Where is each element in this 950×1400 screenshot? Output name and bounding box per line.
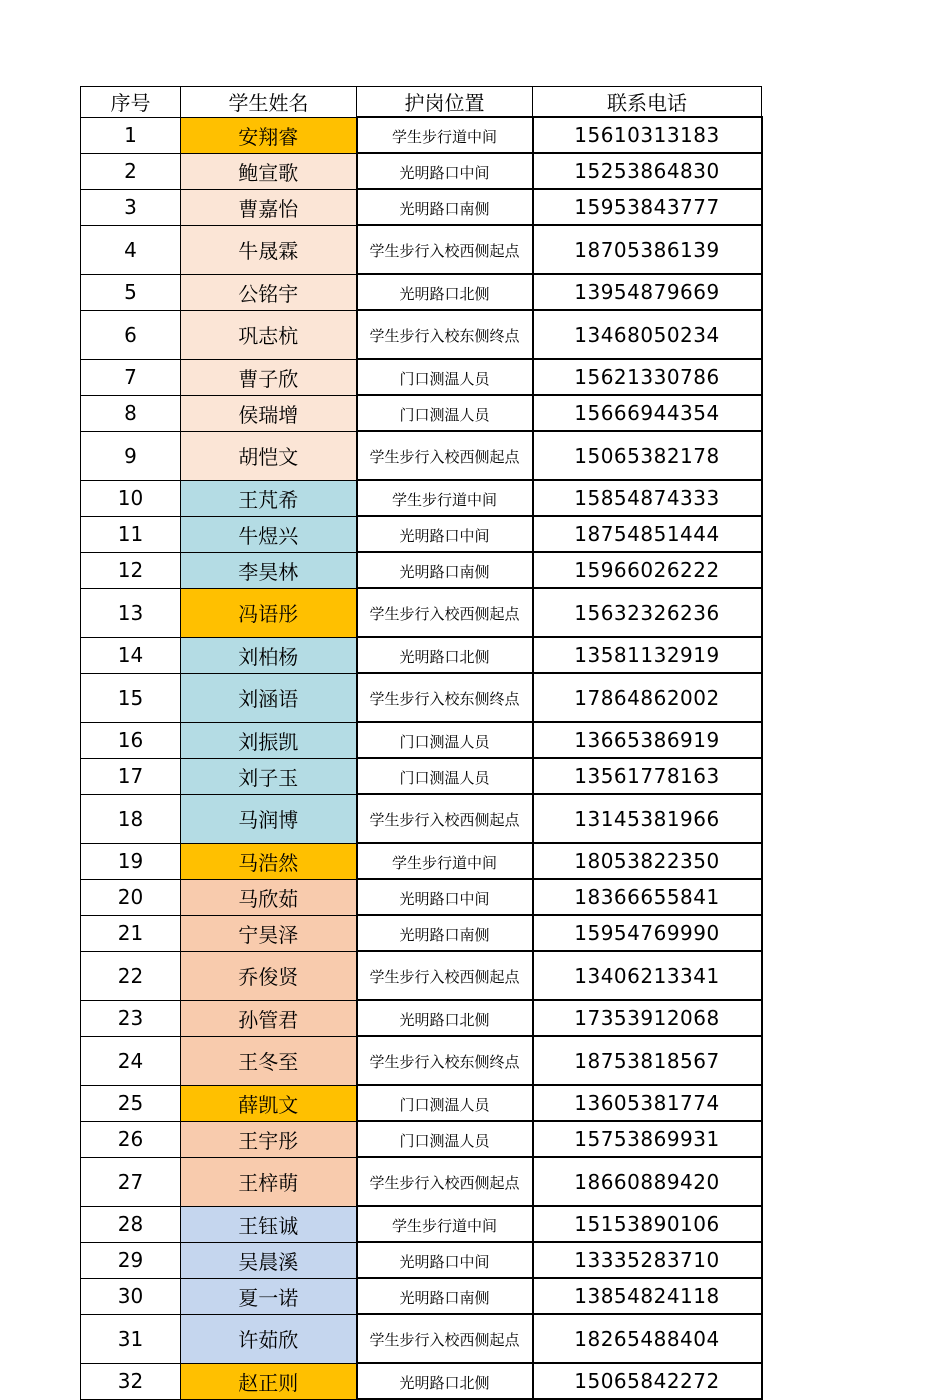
table-row	[81, 310, 762, 359]
phone-number: 18265488404	[533, 1314, 762, 1363]
guard-position	[357, 310, 533, 359]
table-row	[81, 395, 762, 431]
phone-number: 18660889420	[533, 1157, 762, 1206]
guard-position	[357, 915, 533, 951]
row-index: 28	[81, 1206, 181, 1242]
row-index: 19	[81, 843, 181, 879]
phone-number: 13581132919	[533, 637, 762, 673]
guard-position-text: 光明路口南侧	[399, 1288, 490, 1307]
row-index: 21	[81, 915, 181, 951]
row-index: 7	[81, 359, 181, 395]
table-body	[81, 117, 762, 1399]
guard-position	[357, 1278, 533, 1314]
table-row	[81, 1206, 762, 1242]
header-name: 学生姓名	[181, 87, 357, 118]
phone-number: 15753869931	[533, 1121, 762, 1157]
phone-number: 18053822350	[533, 843, 762, 879]
guard-position	[357, 843, 533, 879]
table-row	[81, 1157, 762, 1206]
guard-position	[357, 722, 533, 758]
row-index: 22	[81, 951, 181, 1000]
row-index: 25	[81, 1085, 181, 1121]
guard-position-text: 学生步行入校西侧起点	[369, 1174, 520, 1192]
row-index: 5	[81, 274, 181, 310]
phone-number: 15153890106	[533, 1206, 762, 1242]
guard-position-text: 门口测温人员	[399, 405, 490, 424]
table-row	[81, 225, 762, 274]
guard-position-text: 门口测温人员	[399, 1131, 490, 1150]
guard-position-text: 门口测温人员	[399, 369, 490, 388]
phone-number: 15065842272	[533, 1363, 762, 1399]
guard-position	[357, 1000, 533, 1036]
guard-position-text: 学生步行入校西侧起点	[369, 242, 520, 260]
guard-position-text: 光明路口北侧	[399, 284, 490, 303]
phone-number: 18753818567	[533, 1036, 762, 1085]
guard-position-text: 门口测温人员	[399, 732, 490, 751]
table-row	[81, 1036, 762, 1085]
guard-position-text: 学生步行道中间	[391, 127, 497, 146]
guard-duty-table	[80, 86, 763, 1400]
table-row	[81, 274, 762, 310]
phone-number: 15610313183	[533, 117, 762, 153]
row-index: 30	[81, 1278, 181, 1314]
row-index: 31	[81, 1314, 181, 1363]
guard-position	[357, 395, 533, 431]
guard-position-text: 光明路口南侧	[399, 199, 490, 218]
guard-position	[357, 516, 533, 552]
guard-position	[357, 480, 533, 516]
guard-position	[357, 1206, 533, 1242]
guard-position	[357, 951, 533, 1000]
guard-position	[357, 637, 533, 673]
table-row	[81, 758, 762, 794]
guard-position-text: 学生步行道中间	[391, 853, 497, 872]
guard-position-text: 光明路口中间	[399, 889, 490, 908]
row-index: 17	[81, 758, 181, 794]
student-name: 王钰诚	[181, 1206, 357, 1242]
row-index: 12	[81, 552, 181, 588]
guard-position-text: 光明路口中间	[399, 1252, 490, 1271]
phone-number: 13406213341	[533, 951, 762, 1000]
table-row	[81, 915, 762, 951]
table-row	[81, 673, 762, 722]
guard-position	[357, 274, 533, 310]
guard-position	[357, 1085, 533, 1121]
guard-position	[357, 588, 533, 637]
guard-position-text: 学生步行入校西侧起点	[369, 811, 520, 829]
table-row	[81, 516, 762, 552]
guard-position	[357, 153, 533, 189]
guard-position	[357, 359, 533, 395]
row-index: 29	[81, 1242, 181, 1278]
guard-position	[357, 1157, 533, 1206]
student-name: 王芃希	[181, 480, 357, 516]
guard-position	[357, 1363, 533, 1399]
student-name: 曹子欣	[181, 359, 357, 395]
guard-position	[357, 1121, 533, 1157]
guard-position-text: 学生步行入校东侧终点	[369, 690, 520, 708]
guard-position-text: 光明路口中间	[399, 526, 490, 545]
phone-number: 18705386139	[533, 225, 762, 274]
table-row	[81, 637, 762, 673]
table-row	[81, 1242, 762, 1278]
row-index: 8	[81, 395, 181, 431]
phone-number: 17353912068	[533, 1000, 762, 1036]
guard-position	[357, 1314, 533, 1363]
student-name: 马润博	[181, 794, 357, 843]
phone-number: 15666944354	[533, 395, 762, 431]
guard-position	[357, 758, 533, 794]
row-index: 9	[81, 431, 181, 480]
student-name: 牛晟霖	[181, 225, 357, 274]
student-name: 王梓萌	[181, 1157, 357, 1206]
guard-position-text: 光明路口南侧	[399, 925, 490, 944]
row-index: 3	[81, 189, 181, 225]
row-index: 4	[81, 225, 181, 274]
student-name: 许茹欣	[181, 1314, 357, 1363]
phone-number: 13665386919	[533, 722, 762, 758]
student-name: 乔俊贤	[181, 951, 357, 1000]
guard-position-text: 光明路口北侧	[399, 1010, 490, 1029]
student-name: 孙管君	[181, 1000, 357, 1036]
student-name: 马欣茹	[181, 879, 357, 915]
row-index: 14	[81, 637, 181, 673]
table-row	[81, 1085, 762, 1121]
row-index: 2	[81, 153, 181, 189]
row-index: 10	[81, 480, 181, 516]
table-row	[81, 552, 762, 588]
student-name: 马浩然	[181, 843, 357, 879]
student-name: 安翔睿	[181, 117, 357, 153]
guard-position	[357, 879, 533, 915]
guard-position	[357, 552, 533, 588]
guard-position-text: 光明路口北侧	[399, 647, 490, 666]
guard-position-text: 学生步行道中间	[391, 490, 497, 509]
student-name: 刘柏杨	[181, 637, 357, 673]
header-row	[81, 87, 762, 118]
student-name: 李昊林	[181, 552, 357, 588]
header-position: 护岗位置	[357, 87, 533, 118]
table-row	[81, 722, 762, 758]
phone-number: 15954769990	[533, 915, 762, 951]
phone-number: 15953843777	[533, 189, 762, 225]
phone-number: 13335283710	[533, 1242, 762, 1278]
phone-number: 13605381774	[533, 1085, 762, 1121]
phone-number: 15854874333	[533, 480, 762, 516]
table-row	[81, 879, 762, 915]
phone-number: 18754851444	[533, 516, 762, 552]
table-row	[81, 117, 762, 153]
row-index: 26	[81, 1121, 181, 1157]
row-index: 13	[81, 588, 181, 637]
phone-number: 15065382178	[533, 431, 762, 480]
phone-number: 15632326236	[533, 588, 762, 637]
row-index: 15	[81, 673, 181, 722]
student-name: 鲍宣歌	[181, 153, 357, 189]
student-name: 侯瑞增	[181, 395, 357, 431]
row-index: 32	[81, 1363, 181, 1399]
table-row	[81, 1363, 762, 1399]
row-index: 11	[81, 516, 181, 552]
guard-position	[357, 1036, 533, 1085]
table-row	[81, 843, 762, 879]
phone-number: 13854824118	[533, 1278, 762, 1314]
student-name: 薛凯文	[181, 1085, 357, 1121]
student-name: 曹嘉怡	[181, 189, 357, 225]
student-name: 巩志杭	[181, 310, 357, 359]
row-index: 24	[81, 1036, 181, 1085]
table-row	[81, 431, 762, 480]
student-name: 王宇彤	[181, 1121, 357, 1157]
guard-position	[357, 189, 533, 225]
student-name: 公铭宇	[181, 274, 357, 310]
student-name: 吴晨溪	[181, 1242, 357, 1278]
guard-position-text: 学生步行入校东侧终点	[369, 1053, 520, 1071]
guard-position-text: 学生步行入校西侧起点	[369, 448, 520, 466]
guard-position-text: 学生步行道中间	[391, 1216, 497, 1235]
table-row	[81, 1121, 762, 1157]
student-name: 宁昊泽	[181, 915, 357, 951]
guard-position	[357, 117, 533, 153]
student-name: 赵正则	[181, 1363, 357, 1399]
student-name: 刘子玉	[181, 758, 357, 794]
guard-position	[357, 794, 533, 843]
phone-number: 13561778163	[533, 758, 762, 794]
table-row	[81, 1278, 762, 1314]
guard-position-text: 光明路口南侧	[399, 562, 490, 581]
row-index: 20	[81, 879, 181, 915]
guard-position-text: 学生步行入校东侧终点	[369, 327, 520, 345]
student-name: 夏一诺	[181, 1278, 357, 1314]
table-row	[81, 588, 762, 637]
row-index: 16	[81, 722, 181, 758]
header-index: 序号	[81, 87, 181, 118]
table-row	[81, 153, 762, 189]
header-phone: 联系电话	[533, 87, 762, 118]
student-name: 牛煜兴	[181, 516, 357, 552]
row-index: 18	[81, 794, 181, 843]
student-name: 胡恺文	[181, 431, 357, 480]
phone-number: 13468050234	[533, 310, 762, 359]
guard-position-text: 学生步行入校西侧起点	[369, 968, 520, 986]
guard-position-text: 光明路口中间	[399, 163, 490, 182]
student-name: 刘涵语	[181, 673, 357, 722]
row-index: 6	[81, 310, 181, 359]
table-row	[81, 359, 762, 395]
table-row	[81, 1000, 762, 1036]
phone-number: 17864862002	[533, 673, 762, 722]
student-name: 刘振凯	[181, 722, 357, 758]
phone-number: 15966026222	[533, 552, 762, 588]
guard-position-text: 学生步行入校西侧起点	[369, 605, 520, 623]
phone-number: 18366655841	[533, 879, 762, 915]
guard-position-text: 光明路口北侧	[399, 1373, 490, 1392]
phone-number: 15253864830	[533, 153, 762, 189]
guard-position	[357, 431, 533, 480]
guard-position	[357, 673, 533, 722]
guard-position	[357, 1242, 533, 1278]
row-index: 27	[81, 1157, 181, 1206]
table-row	[81, 189, 762, 225]
phone-number: 13954879669	[533, 274, 762, 310]
table-row	[81, 794, 762, 843]
guard-position	[357, 225, 533, 274]
row-index: 23	[81, 1000, 181, 1036]
guard-position-text: 门口测温人员	[399, 768, 490, 787]
phone-number: 13145381966	[533, 794, 762, 843]
guard-position-text: 学生步行入校西侧起点	[369, 1331, 520, 1349]
student-name: 冯语彤	[181, 588, 357, 637]
table-row	[81, 951, 762, 1000]
guard-position-text: 门口测温人员	[399, 1095, 490, 1114]
student-name: 王冬至	[181, 1036, 357, 1085]
table-row	[81, 480, 762, 516]
row-index: 1	[81, 117, 181, 153]
table-row	[81, 1314, 762, 1363]
phone-number: 15621330786	[533, 359, 762, 395]
